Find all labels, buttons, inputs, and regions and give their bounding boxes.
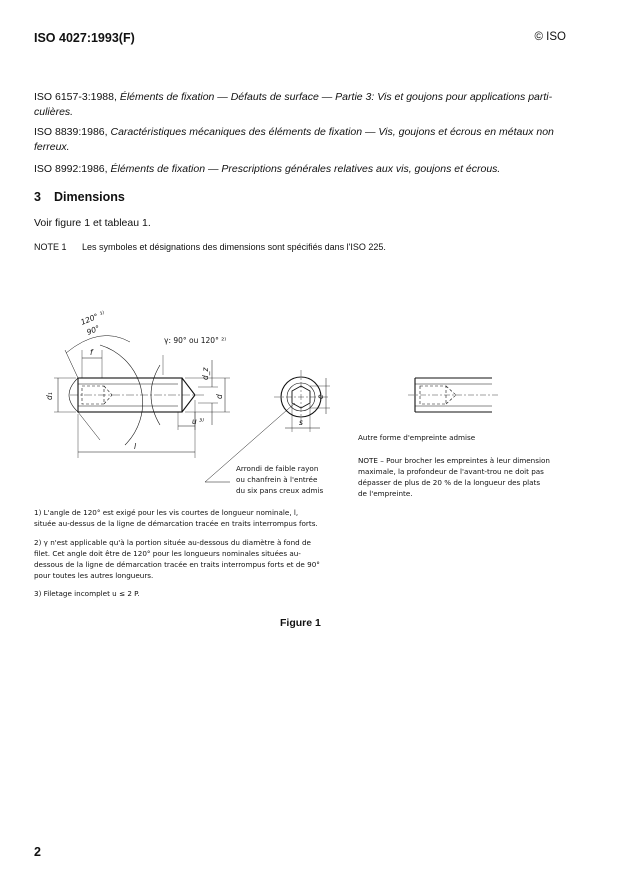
alt-form-note: NOTE – Pour brocher les empreintes à leur dimension maximale, la profondeur de l'avant-trou ne doit pas dépasser de plus de 20 % de la longueur des plats de l'empreinte. xyxy=(358,456,550,498)
reference-item: ISO 8839:1986, Caractéristiques mécaniques des éléments de fixation — Vis, goujons et écrous en métaux non ferreux. xyxy=(34,126,554,153)
label-e: e xyxy=(316,394,325,399)
figure-caption: Figure 1 xyxy=(280,617,321,629)
footnote-1: 1) L'angle de 120° est exigé pour les vis courtes de longueur nominale, l, située au-dessus de la ligne de démarcation tracée en traits interrompus forts. xyxy=(34,508,318,528)
document-id: ISO 4027:1993(F) xyxy=(34,31,135,45)
label-d: d xyxy=(215,394,224,399)
footnote-3: 3) Filetage incomplet u ≤ 2 P. xyxy=(34,589,140,598)
label-dz: d_z xyxy=(201,367,210,380)
label-angle-90: 90° xyxy=(85,323,102,337)
label-d1: d₁ xyxy=(45,392,54,400)
section-heading: 3 Dimensions xyxy=(34,190,125,204)
body-text: Voir figure 1 et tableau 1. xyxy=(34,217,151,229)
label-gamma: γ: 90° ou 120° ²⁾ xyxy=(164,336,227,345)
alternative-socket-view xyxy=(408,378,498,412)
footnote-2: 2) γ n'est applicable qu'à la portion située au-dessous du diamètre à fond de filet. Cet angle doit être de 120° pour les longueurs nominales situées au- dessous de la ligne de démarcation tracée en traits interrompus forts et de 90° pour toutes les autres longueurs. xyxy=(34,538,320,580)
alt-form-title: Autre forme d'empreinte admise xyxy=(358,433,476,442)
label-u: u ³⁾ xyxy=(192,417,204,426)
label-l: l xyxy=(134,442,137,451)
reference-item: ISO 8992:1986, Éléments de fixation — Prescriptions générales relatives aux vis, goujons et écrous. xyxy=(34,163,501,175)
label-s: s xyxy=(299,418,303,427)
label-angle-120: 120° ¹⁾ xyxy=(79,309,107,327)
screw-side-view xyxy=(54,336,230,458)
reference-item: ISO 6157-3:1988, Éléments de fixation — Défauts de surface — Partie 3: Vis et goujons pour applications parti- culières. xyxy=(34,91,553,118)
callout-rounded-edge: Arrondi de faible rayon ou chanfrein à l'entrée du six pans creux admis xyxy=(236,464,324,495)
page-number: 2 xyxy=(34,845,41,859)
copyright: © ISO xyxy=(534,31,566,43)
label-f: f xyxy=(90,348,93,357)
note: NOTE 1 Les symboles et désignations des dimensions sont spécifiés dans l'ISO 225. xyxy=(34,242,386,252)
